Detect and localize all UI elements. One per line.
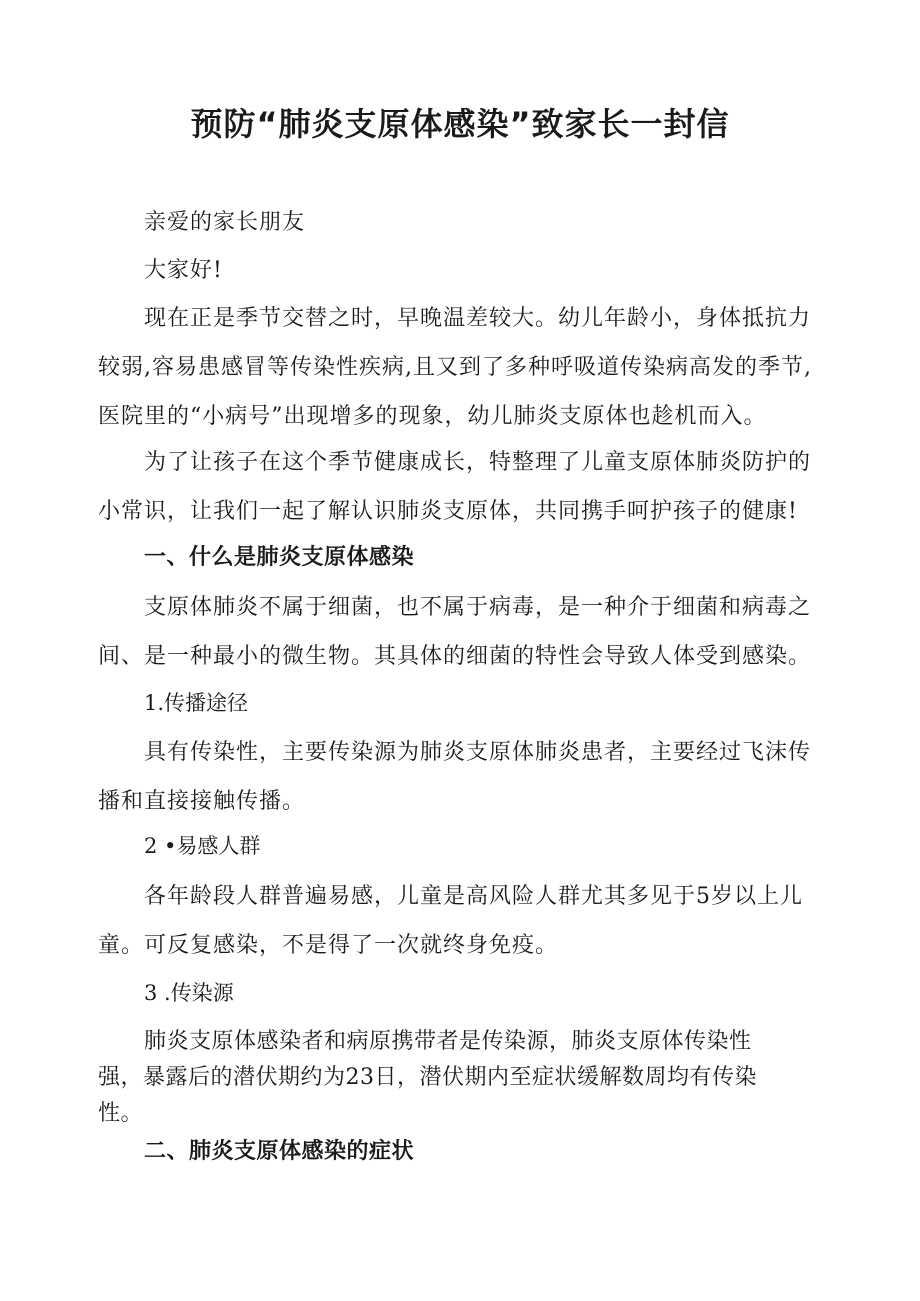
source-paragraph	[98, 1024, 828, 1132]
transmission-paragraph	[98, 728, 828, 826]
susceptible-paragraph	[98, 872, 828, 970]
paragraph-intro	[98, 294, 828, 441]
paragraph-line: 小常识，让我们一起了解认识肺炎支原体，共同携手呵护孩子的健康!	[98, 499, 798, 524]
paragraph-line: 播和直接接触传播。	[98, 789, 306, 814]
hello-line: 大家好!	[144, 258, 223, 283]
section-heading-2: 二、肺炎支原体感染的症状	[144, 1139, 415, 1164]
paragraph-line: 童。可反复感染，不是得了一次就终身免疫。	[98, 933, 559, 958]
subheading-source: 3 .传染源	[144, 981, 234, 1005]
section-heading-1: 一、什么是肺炎支原体感染	[144, 545, 415, 570]
paragraph-line: 肺炎支原体感染者和病原携带者是传染源，肺炎支原体传染性	[144, 1029, 752, 1054]
paragraph-line: 为了让孩子在这个季节健康成长，特整理了儿童支原体肺炎防护的	[144, 450, 812, 475]
paragraph-line: 支原体肺炎不属于细菌，也不属于病毒，是一种介于细菌和病毒之	[144, 595, 812, 620]
subheading-susceptible: 2 •易感人群	[144, 834, 261, 858]
paragraph-line: 医院里的“小病号”出现增多的现象，幼儿肺炎支原体也趁机而入。	[98, 404, 767, 429]
section1-paragraph	[98, 583, 828, 681]
paragraph-line: 各年龄段人群普遍易感，儿童是高风险人群尤其多见于5岁以上儿	[144, 884, 803, 909]
paragraph-line: 强，暴露后的潜伏期约为23日，潜伏期内至症状缓解数周均有传染	[98, 1065, 757, 1090]
greeting: 亲爱的家长朋友	[144, 210, 306, 235]
paragraph-line: 现在正是季节交替之时，早晚温差较大。幼儿年龄小，身体抵抗力	[144, 306, 812, 331]
page-title: 预防“肺炎支原体感染”致家长一封信	[190, 105, 730, 143]
subheading-transmission: 1.传播途径	[144, 691, 249, 715]
paragraph-line: 间、是一种最小的微生物。其具体的细菌的特性会导致人体受到感染。	[98, 644, 812, 669]
paragraph-line: 具有传染性，主要传染源为肺炎支原体肺炎患者，主要经过飞沫传	[144, 740, 812, 765]
paragraph-line: 较弱,容易患感冒等传染性疾病,且又到了多种呼吸道传染病高发的季节,	[98, 355, 812, 380]
paragraph-purpose	[98, 438, 828, 536]
paragraph-line: 性。	[98, 1101, 144, 1126]
